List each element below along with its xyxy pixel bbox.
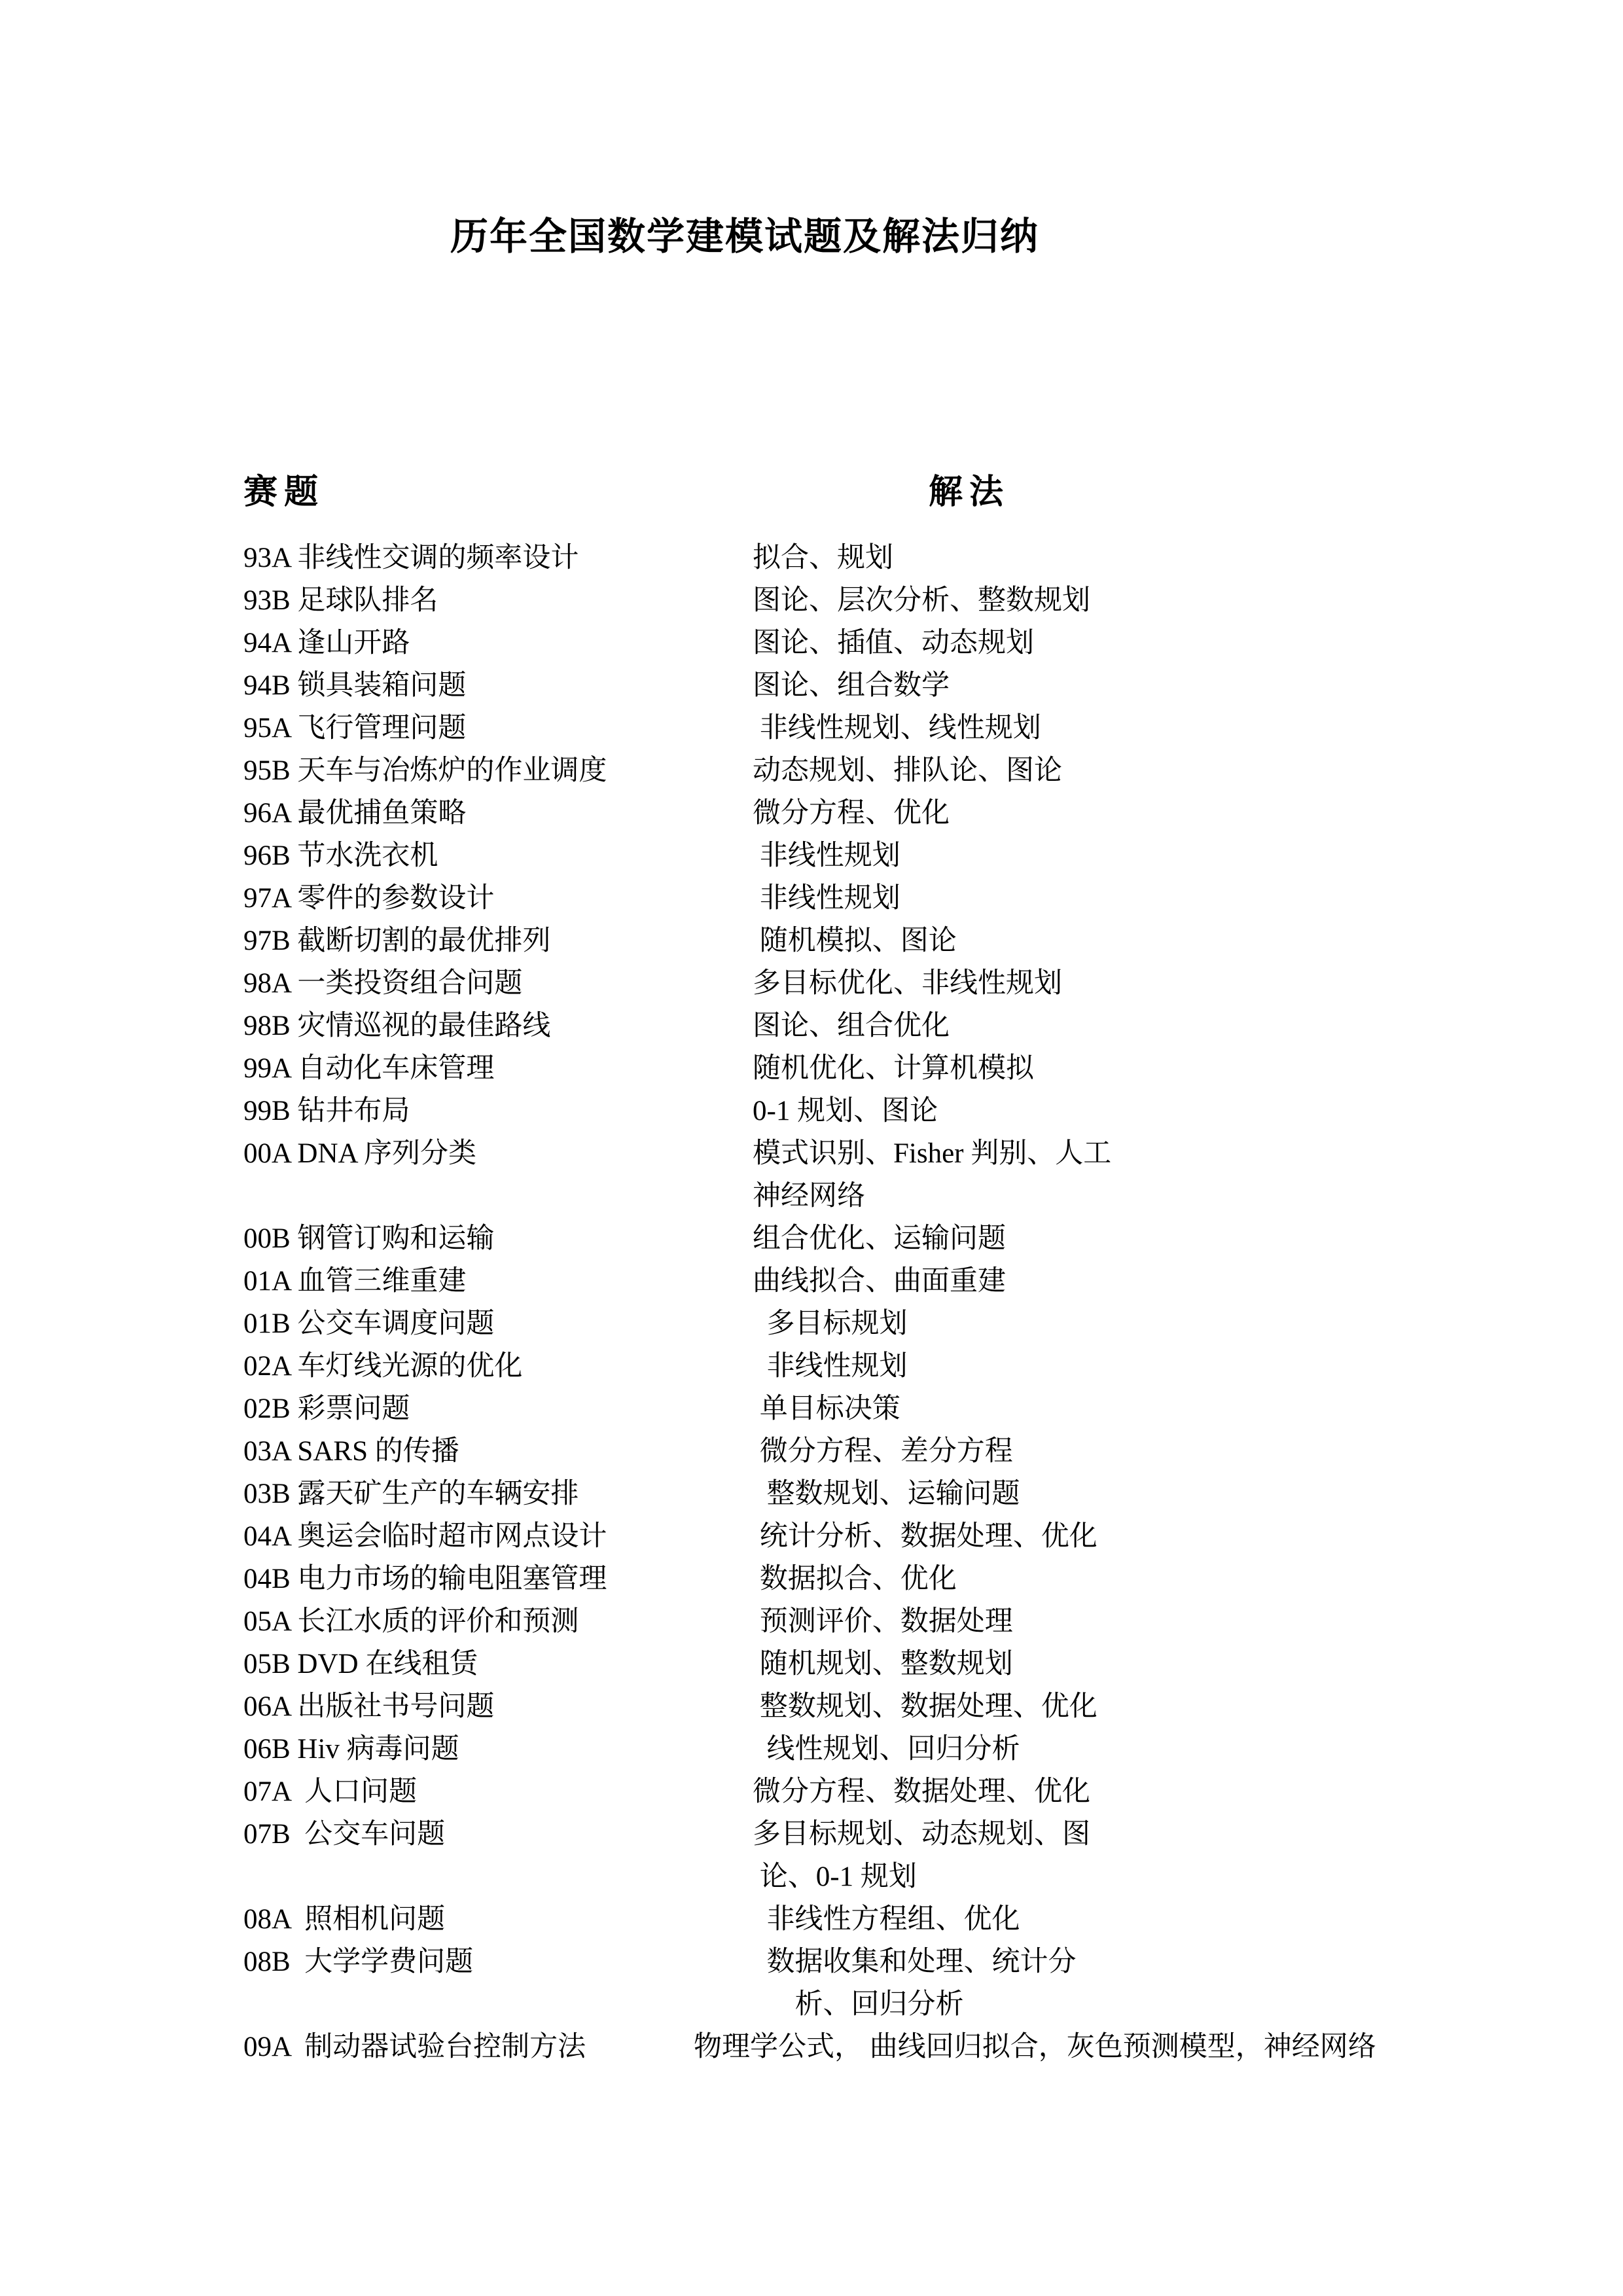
table-row-line [0, 1600, 1623, 1643]
problem-cell: 07B 公交车问题 [243, 1819, 446, 1850]
table-row-line [0, 664, 1623, 707]
table-row-line [0, 1728, 1623, 1770]
solution-cell: 图论、层次分析、整数规划 [753, 585, 1090, 616]
solution-cell: 随机规划、整数规划 [753, 1649, 1013, 1679]
table-row-line [0, 1047, 1623, 1090]
solution-cell: 动态规划、排队论、图论 [753, 755, 1062, 786]
problem-cell: 05A 长江水质的评价和预测 [243, 1606, 579, 1637]
table-row-line [0, 2026, 1623, 2068]
page-title: 历年全国数学建模试题及解法归纳 [450, 215, 1040, 258]
solution-cell: 随机模拟、图论 [753, 925, 957, 956]
problem-cell: 03B 露天矿生产的车辆安排 [243, 1479, 579, 1509]
solution-cell: 非线性规划、线性规划 [753, 713, 1041, 744]
problem-cell: 07A 人口问题 [243, 1776, 418, 1807]
table-row-line [0, 707, 1623, 749]
problem-cell: 98B 灾情巡视的最佳路线 [243, 1011, 551, 1041]
table-header-row [0, 470, 1623, 516]
problem-cell: 01A 血管三维重建 [243, 1266, 467, 1297]
problem-cell: 04A 奥运会临时超市网点设计 [243, 1521, 607, 1552]
solution-cell: 拟合、规划 [753, 543, 893, 573]
problem-cell: 97B 截断切割的最优排列 [243, 925, 551, 956]
problem-cell: 95A 飞行管理问题 [243, 713, 467, 744]
problem-cell: 06B Hiv 病毒问题 [243, 1734, 459, 1765]
solution-cell: 0-1 规划、图论 [753, 1096, 938, 1126]
solution-cell: 物理学公式， 曲线回归拟合，灰色预测模型，神经网络 [694, 2032, 1376, 2062]
solution-cell: 曲线拟合、曲面重建 [753, 1266, 1006, 1297]
solution-cell: 单目标决策 [753, 1393, 901, 1424]
problem-cell: 99A 自动化车床管理 [243, 1053, 495, 1084]
problem-cell: 96B 节水洗衣机 [243, 840, 438, 871]
problem-cell: 00A DNA 序列分类 [243, 1138, 476, 1169]
table-row-line [0, 1175, 1623, 1217]
problem-cell: 08B 大学学费问题 [243, 1946, 474, 1977]
table-row-line [0, 1430, 1623, 1473]
table-body [0, 537, 1623, 2068]
problem-cell: 99B 钻井布局 [243, 1096, 410, 1126]
solution-cell: 非线性规划 [753, 883, 901, 914]
table-row-line [0, 1005, 1623, 1047]
table-row-line [0, 1898, 1623, 1941]
table-row-line [0, 1260, 1623, 1302]
table-row-line [0, 1388, 1623, 1430]
table-row-line [0, 834, 1623, 877]
solution-cell: 数据收集和处理、统计分 [753, 1946, 1077, 1977]
problem-cell: 00B 钢管订购和运输 [243, 1223, 495, 1254]
solution-cell: 多目标规划、动态规划、图 [753, 1819, 1090, 1850]
solution-cell: 模式识别、Fisher 判别、人工 [753, 1138, 1112, 1169]
table-row-line [0, 1473, 1623, 1515]
solution-cell: 图论、组合数学 [753, 670, 950, 701]
table-row-line [0, 749, 1623, 792]
table-row-line [0, 792, 1623, 834]
solution-cell: 随机优化、计算机模拟 [753, 1053, 1034, 1084]
solution-cell: 微分方程、数据处理、优化 [753, 1776, 1090, 1807]
problem-cell: 03A SARS 的传播 [243, 1436, 459, 1467]
table-row-line [0, 1090, 1623, 1132]
solution-cell: 神经网络 [753, 1181, 865, 1211]
solution-cell: 整数规划、运输问题 [753, 1479, 1020, 1509]
solution-cell: 非线性规划 [753, 840, 901, 871]
solution-cell: 图论、插值、动态规划 [753, 628, 1034, 658]
table-row-line [0, 1132, 1623, 1175]
problem-cell: 96A 最优捕鱼策略 [243, 798, 467, 829]
solution-cell: 非线性规划 [753, 1351, 908, 1382]
problem-cell: 04B 电力市场的输电阻塞管理 [243, 1564, 607, 1594]
problem-cell: 05B DVD 在线租赁 [243, 1649, 478, 1679]
problem-cell: 95B 天车与冶炼炉的作业调度 [243, 755, 607, 786]
solution-cell: 线性规划、回归分析 [753, 1734, 1020, 1765]
solution-cell: 论、0-1 规划 [753, 1861, 917, 1892]
table-row-line [0, 622, 1623, 664]
table-row-line [0, 537, 1623, 579]
table-row-line [0, 1515, 1623, 1558]
problem-cell: 09A 制动器试验台控制方法 [243, 2032, 586, 2062]
problem-cell: 02B 彩票问题 [243, 1393, 410, 1424]
solution-cell: 数据拟合、优化 [753, 1564, 957, 1594]
column-header-problem: 赛题 [243, 474, 325, 511]
problem-cell: 06A 出版社书号问题 [243, 1691, 495, 1722]
table-row-line [0, 877, 1623, 920]
table-row-line [0, 1345, 1623, 1388]
problem-cell: 93A 非线性交调的频率设计 [243, 543, 579, 573]
solution-cell: 图论、组合优化 [753, 1011, 950, 1041]
table-row-line [0, 1643, 1623, 1685]
solution-cell: 整数规划、数据处理、优化 [753, 1691, 1097, 1722]
table-row-line [0, 962, 1623, 1005]
solution-cell: 非线性方程组、优化 [753, 1904, 1020, 1935]
solution-cell: 微分方程、差分方程 [753, 1436, 1013, 1467]
solution-cell: 析、回归分析 [753, 1989, 964, 2020]
table-row-line [0, 1217, 1623, 1260]
problem-cell: 02A 车灯线光源的优化 [243, 1351, 523, 1382]
problem-cell: 97A 零件的参数设计 [243, 883, 495, 914]
solution-cell: 多目标优化、非线性规划 [753, 968, 1062, 999]
solution-cell: 多目标规划 [753, 1308, 908, 1339]
table-row-line [0, 1558, 1623, 1600]
table-row-line [0, 1685, 1623, 1728]
problem-cell: 01B 公交车调度问题 [243, 1308, 495, 1339]
table-row-line [0, 1770, 1623, 1813]
solution-cell: 微分方程、优化 [753, 798, 950, 829]
problem-cell: 93B 足球队排名 [243, 585, 438, 616]
problem-cell: 94B 锁具装箱问题 [243, 670, 467, 701]
problem-cell: 98A 一类投资组合问题 [243, 968, 523, 999]
table-row-line [0, 1941, 1623, 1983]
table-row-line [0, 1983, 1623, 2026]
table-row-line [0, 1302, 1623, 1345]
table-row-line [0, 1813, 1623, 1856]
solution-cell: 统计分析、数据处理、优化 [753, 1521, 1097, 1552]
problem-cell: 94A 逢山开路 [243, 628, 410, 658]
table-row-line [0, 1856, 1623, 1898]
column-header-solution: 解法 [929, 474, 1010, 511]
table-row-line [0, 579, 1623, 622]
problem-cell: 08A 照相机问题 [243, 1904, 446, 1935]
solution-cell: 预测评价、数据处理 [753, 1606, 1013, 1637]
solution-cell: 组合优化、运输问题 [753, 1223, 1006, 1254]
table-row-line [0, 920, 1623, 962]
